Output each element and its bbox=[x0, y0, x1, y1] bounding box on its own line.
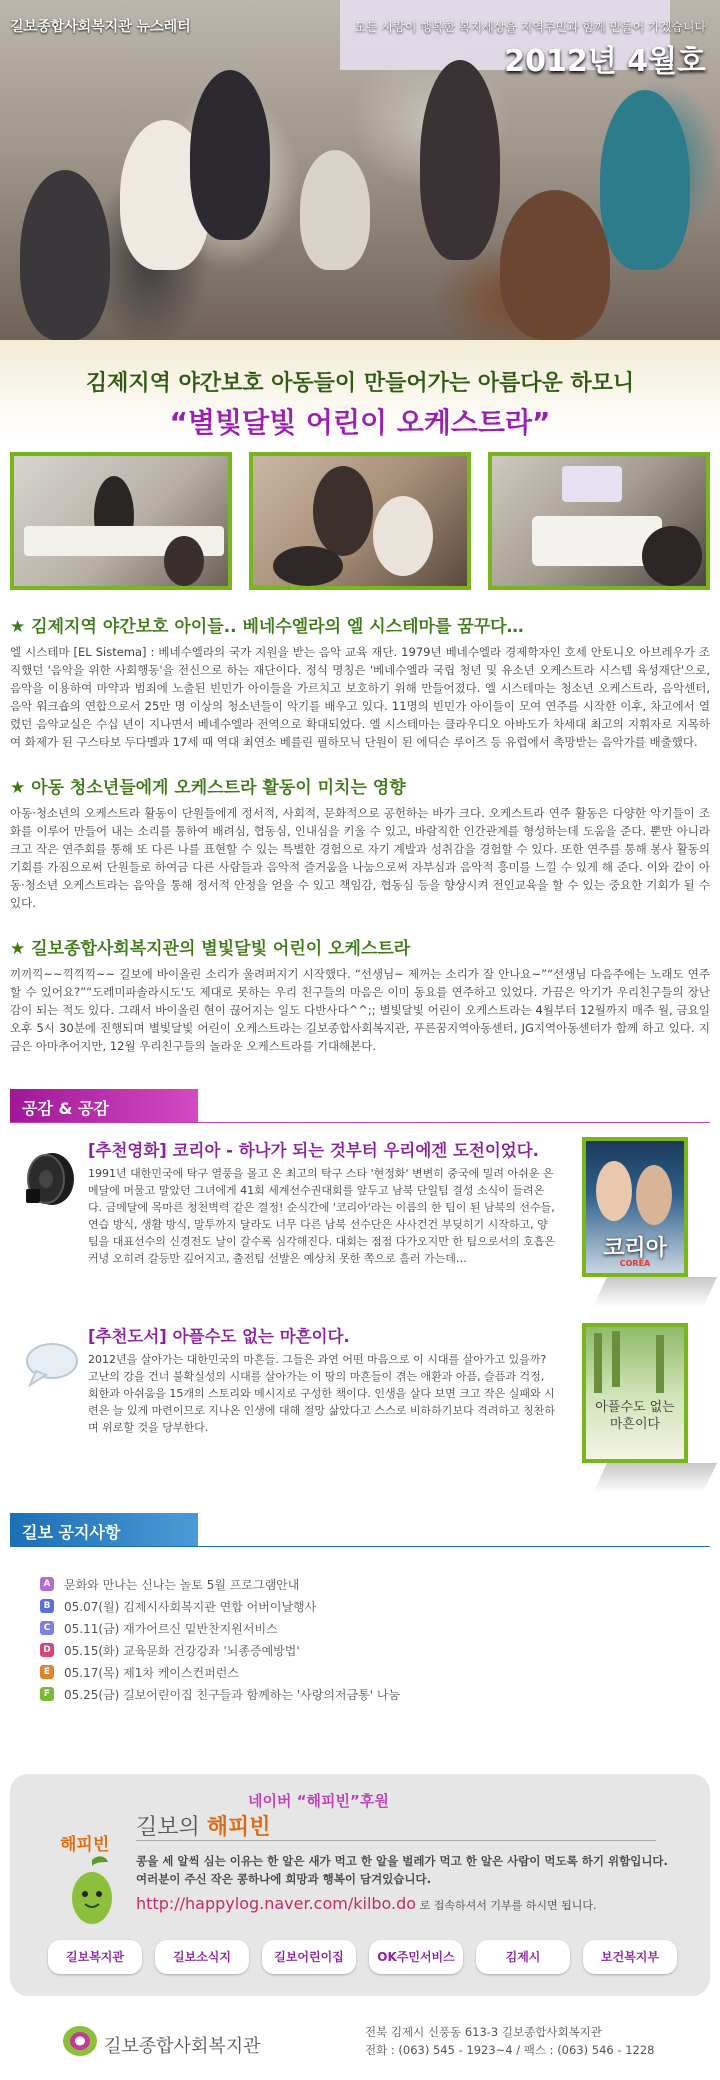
notice-item[interactable] bbox=[40, 1661, 720, 1683]
link-button[interactable]: 김제시 bbox=[476, 1940, 570, 1974]
photo-figure bbox=[600, 90, 690, 270]
org-address: 전북 김제시 신풍동 613-3 길보종합사회복지관 bbox=[365, 2025, 602, 2039]
article-section bbox=[0, 934, 720, 1055]
film-reel-icon bbox=[22, 1149, 78, 1209]
happybean-box bbox=[10, 1774, 710, 1996]
section-body: 끼끼끽~~끽끽끽~~ 길보에 바이올린 소리가 울려퍼지기 시작했다. “선생님~ 제꺼는 소리가 잘 안나요~”“선생님 다음주에는 노래도 연주할 수 있어요?”“도레미파솔라시도'도 제대로 못하는 우리 친구들의 마음은 이미 동요를 연주하고 있었다. 가끔은 악기가 우리친구들의 장난감이 되는 적도 있다. 그래서 바이올린 현이 끊어지는 일도 다반사다^^;; 별빛달빛 어린이 오케스트라는 4월부터 12월까지 매주 월, 금요일 오후 5시 30분에 진행되며 별빛달빛 어린이 오케스트라는 길보종합사회복지관, 푸른꿈지역아동센터, JG지역아동센터가 함께 하고 있다. 지금은 아마추어지만, 12월 우리친구들의 놀라운 오케스트라를 기대해본다. bbox=[10, 967, 710, 1053]
notice-badge: E bbox=[40, 1665, 54, 1679]
hero-photo bbox=[0, 0, 720, 340]
star-icon: ★ bbox=[10, 617, 32, 637]
section-heading: ★ 길보종합사회복지관의 별빛달빛 어린이 오케스트라 bbox=[10, 939, 411, 959]
notice-text: 05.11(금) 재가어르신 밑반찬지원서비스 bbox=[64, 1621, 278, 1636]
book-cover-title: 아플수도 없는 마흔이다 bbox=[595, 1400, 675, 1432]
photo-strip bbox=[0, 440, 720, 590]
notice-item[interactable] bbox=[40, 1617, 720, 1639]
notice-text: 문화와 만나는 신나는 놀토 5월 프로그램안내 bbox=[64, 1577, 300, 1592]
notice-item[interactable] bbox=[40, 1683, 720, 1705]
movie-poster[interactable] bbox=[582, 1137, 688, 1277]
movie-description: 1991년 대한민국에 탁구 열풍을 몰고 온 최고의 탁구 스타 '현정화' 변변히 중국에 밀려 아쉬운 은메달에 머물고 말았던 그녀에게 41회 세계선수권대회를 앞두고 남북 단일팀 결성 소식이 들려온다. 금메달에 목마른 청천벽력 같은 결정! 순식간에 '코리아'라는 이름의 한 팀이 된 남북의 선수들, 연습 방식, 생활 방식, 말투까지 달라도 너무 다른 남북 선수단은 사사건건 부딪히기 시작하고, 양 팀을 대표선수의 신경전도 날이 갈수록 심각해진다. 대회는 점점 다가오지만 한 팀으로서의 호흡은커녕 오히려 갈등만 깊어지고, 출전팀 선발은 예상치 못한 쪽으로 흘러 가는데… bbox=[88, 1167, 555, 1265]
section-heading: ★ 김제지역 야간보호 아이들.. 베네수엘라의 엘 시스테마를 꿈꾸다… bbox=[10, 617, 524, 637]
header-slogan: 모든 사람이 행복한 복지세상을 지역주민과 함께 만들어 가겠습니다 bbox=[354, 20, 706, 34]
bean-character-icon bbox=[68, 1854, 116, 1928]
book-title[interactable]: [추천도서] 아플수도 없는 마흔이다. bbox=[88, 1327, 350, 1346]
movie-recommendation bbox=[10, 1137, 710, 1309]
divider bbox=[136, 1840, 656, 1841]
notice-text: 05.15(화) 교육문화 건강강좌 '뇌종증예방법' bbox=[64, 1643, 300, 1658]
photo-figure bbox=[300, 150, 370, 270]
photo-figure bbox=[420, 60, 500, 260]
notice-item[interactable] bbox=[40, 1573, 720, 1595]
recommend-section bbox=[0, 1137, 720, 1495]
notice-list bbox=[0, 1573, 720, 1705]
org-phone: 전화 : (063) 545 - 1923~4 / 팩스 : (063) 546 - 1228 bbox=[365, 2043, 655, 2057]
orchestra-photo-2 bbox=[249, 452, 471, 590]
notice-badge: A bbox=[40, 1577, 54, 1591]
feature-title-band bbox=[0, 340, 720, 440]
link-button[interactable]: OK주민서비스 bbox=[369, 1940, 463, 1974]
related-links bbox=[48, 1940, 677, 1974]
link-button[interactable]: 길보소식지 bbox=[155, 1940, 249, 1974]
photo-figure bbox=[500, 190, 610, 340]
cover-shadow bbox=[593, 1463, 717, 1493]
footer bbox=[0, 2010, 720, 2070]
cover-shadow bbox=[593, 1277, 717, 1307]
poster-title: 코리아 bbox=[603, 1236, 667, 1261]
orchestra-photo-1 bbox=[10, 452, 232, 590]
notice-badge: B bbox=[40, 1599, 54, 1613]
article-section bbox=[0, 612, 720, 751]
recommend-tab bbox=[0, 1089, 720, 1123]
happybean-character-label: 해피빈 bbox=[60, 1835, 110, 1855]
notice-text: 05.17(목) 제1차 케이스컨퍼런스 bbox=[64, 1665, 239, 1680]
issue-date: 2012년 4월호 bbox=[504, 44, 706, 79]
notice-badge: C bbox=[40, 1621, 54, 1635]
link-button[interactable]: 보건복지부 bbox=[583, 1940, 677, 1974]
book-description: 2012년을 살아가는 대한민국의 마흔들. 그들은 과연 어떤 마음으로 이 시대를 살아가고 있을까? 고난의 강을 건너 불확실성의 시대를 살아가는 이 땅의 마흔들이 겪는 애환과 아픔, 슬픔과 걱정, 회한과 아쉬움을 15개의 스토리와 메시지로 구성한 책이다. 인생을 살다 보면 크고 작은 실패와 시련은 늘 있게 마련이므로 지나온 인생에 대해 절망 삶았다고 스스로 비하하기보다 격려하고 칭찬하며 위로할 것을 당부한다. bbox=[88, 1353, 555, 1434]
book-recommendation bbox=[10, 1323, 710, 1495]
notice-text: 05.25(금) 길보어린이집 친구들과 함께하는 '사랑의저금통' 나눔 bbox=[64, 1687, 401, 1702]
newsletter-name: 길보종합사회복지관 뉴스레터 bbox=[10, 19, 191, 35]
link-button[interactable]: 길보복지관 bbox=[48, 1940, 142, 1974]
star-icon: ★ bbox=[10, 939, 32, 959]
section-heading: ★ 아동 청소년들에게 오케스트라 활동이 미치는 영향 bbox=[10, 778, 406, 798]
poster-tag: COREA bbox=[619, 1259, 651, 1268]
tab-divider bbox=[10, 1122, 710, 1123]
notice-item[interactable] bbox=[40, 1595, 720, 1617]
happybean-brand: 길보의 해피빈 bbox=[136, 1815, 271, 1840]
feature-title: “별빛달빛 어린이 오케스트라” bbox=[169, 406, 551, 439]
feature-subtitle: 김제지역 야간보호 아동들이 만들어가는 아름다운 하모니 bbox=[85, 371, 635, 396]
org-logo-icon bbox=[62, 2024, 98, 2058]
article-section bbox=[0, 773, 720, 912]
photo-figure bbox=[190, 70, 270, 240]
recommend-tab-label: 공감 & 공감 bbox=[10, 1089, 198, 1123]
org-name: 길보종합사회복지관 bbox=[104, 2036, 261, 2057]
movie-title[interactable]: [추천영화] 코리아 - 하나가 되는 것부터 우리에겐 도전이었다. bbox=[88, 1141, 539, 1160]
notice-tab bbox=[0, 1513, 720, 1547]
notice-text: 05.07(월) 김제시사회복지관 연합 어버이날행사 bbox=[64, 1599, 317, 1614]
happybean-sponsor: 네이버 “해피빈”후원 bbox=[248, 1792, 389, 1810]
notice-tab-label: 길보 공지사항 bbox=[10, 1513, 198, 1547]
notice-badge: F bbox=[40, 1687, 54, 1701]
notice-badge: D bbox=[40, 1643, 54, 1657]
photo-figure bbox=[20, 170, 110, 340]
section-body: 엘 시스테마 [EL Sistema] : 베네수엘라의 국가 지원을 받는 음악 교육 재단. 1979년 베네수엘라 경제학자인 호세 안토니오 아브레우가 조직했던 '음악을 위한 사회행동'을 전신으로 하는 재단이다. 정식 명칭은 '베네수엘라 국립 청년 및 유소년 오케스트라 시스템 육성재단'으로, 음악을 이용하여 마약과 범죄에 노출된 빈민가 아이들을 가르치고 보호하기 위해 만들어졌다. 엘 시스테마는 청소년 오케스트라, 음악센터, 음악 워크숍의 연합으로서 25만 명 이상의 청소년들이 악기를 배우고 있다. 11명의 빈민가 아이들이 모여 연주를 시작한 이후, 차고에서 열렸던 음악교실은 수십 년이 지나면서 베네수엘라 전역으로 확대되었다. 엘 시스테마는 클라우디오 아바도가 차세대 최고의 지휘자로 지목하여 화제가 된 구스타보 두다멜과 17세 때 역대 최연소 베를린 필하모닉 단원이 된 에딕슨 루이즈 등 유럽에서 촉망받는 음악가를 배출했다. bbox=[10, 645, 710, 749]
link-button[interactable]: 길보어린이집 bbox=[262, 1940, 356, 1974]
orchestra-photo-3 bbox=[488, 452, 710, 590]
section-body: 아동·청소년의 오케스트라 활동이 단원들에게 정서적, 사회적, 문화적으로 공헌하는 바가 크다. 오케스트라 연주 활동은 다양한 악기들이 조화를 이루어 만들어 내는 소리를 통하여 배려심, 협동심, 인내심을 키울 수 있고, 바람직한 인간관계를 형성하는데 도움을 준다. 뿐만 아니라 크고 작은 연주회를 통해 또 다른 나를 표현할 수 있는 특별한 경험으로 자기 계발과 성취감을 경험할 수 있다. 또한 연주를 통해 봉사 활동의 기회를 가짐으로써 단원들로 하여금 다른 사람들과 음악적 즐거움을 나눔으로써 자부심과 음악적 흥미를 느낄 수 있게 해 준다. 이와 같이 아동·청소년 오케스트라는 음악을 통해 정서적 안정을 얻을 수 있고 책임감, 협동심 등을 향상시켜 전인교육을 할 수 있는 중요한 기회가 될 수 있다. bbox=[10, 806, 710, 910]
notice-item[interactable] bbox=[40, 1639, 720, 1661]
speech-bubble-icon bbox=[22, 1335, 78, 1395]
star-icon: ★ bbox=[10, 778, 32, 798]
tab-divider bbox=[10, 1546, 710, 1547]
happybean-message: 콩을 세 알씩 심는 이유는 한 알은 새가 먹고 한 알을 벌레가 먹고 한 알은 사람이 먹도록 하기 위함입니다. 여러분이 주신 작은 콩하나에 희망과 행복이 담겨있습니다. bbox=[136, 1854, 668, 1886]
happybean-link[interactable]: http://happylog.naver.com/kilbo.do 로 접속하셔서 기부를 하시면 됩니다. bbox=[136, 1894, 597, 1913]
book-cover[interactable] bbox=[582, 1323, 688, 1463]
